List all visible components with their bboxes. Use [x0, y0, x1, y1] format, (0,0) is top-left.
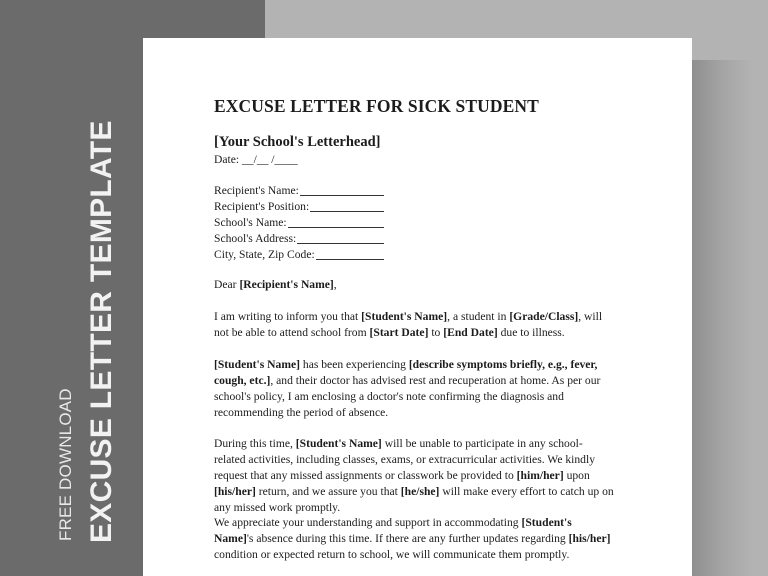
body-text: , and their doctor has advised rest and recuperation at home. As per our school's policy, I am enclosing a doctor's note confirming the diagnosis and recommending the period of absence.	[214, 374, 601, 419]
document-page	[143, 38, 692, 576]
field-recipient-name	[214, 183, 384, 199]
paper-shadow	[692, 60, 752, 576]
field-recipient-position	[214, 199, 384, 215]
body-text: to	[428, 326, 444, 339]
paragraph	[214, 436, 614, 516]
recipient-fields	[214, 183, 384, 263]
field-blank-line	[288, 227, 384, 228]
body-text: , a student in	[447, 310, 510, 323]
field-blank-line	[310, 211, 384, 212]
body-text: condition or expected return to school, we will communicate them promptly.	[214, 548, 570, 561]
field-label: School's Address:	[214, 232, 297, 245]
body-text: upon	[563, 469, 590, 482]
field-blank-line	[300, 195, 384, 196]
placeholder-text: [his/her]	[214, 485, 256, 498]
placeholder-text: [Student's Name]	[214, 358, 300, 371]
field-label: Recipient's Name:	[214, 184, 299, 197]
placeholder-text: [Grade/Class]	[509, 310, 579, 323]
placeholder-text: [End Date]	[443, 326, 498, 339]
field-label: School's Name:	[214, 216, 287, 229]
placeholder-text: [describe symptoms briefly, e.g., fever, cough, etc.]	[214, 358, 598, 387]
placeholder-text: [him/her]	[516, 469, 564, 482]
salutation-prefix: Dear	[214, 278, 240, 291]
letterhead-placeholder: [Your School's Letterhead]	[214, 134, 381, 150]
body-text: We appreciate your understanding and support in accommodating	[214, 516, 522, 529]
salutation-suffix: ,	[333, 278, 337, 291]
field-school-name	[214, 215, 384, 231]
banner-subtitle: FREE DOWNLOAD	[56, 388, 75, 541]
placeholder-text: [Start Date]	[369, 326, 429, 339]
field-blank-line	[297, 243, 384, 244]
body-text: , will not be able to attend school from	[214, 310, 603, 339]
document-title: EXCUSE LETTER FOR SICK STUDENT	[214, 96, 539, 116]
field-city-state-zip	[214, 247, 384, 263]
date-field: Date: __/__ /____	[214, 153, 298, 166]
side-banner	[0, 0, 140, 576]
body-text: will make every effort to catch up on any missed work promptly.	[214, 485, 614, 514]
field-label: Recipient's Position:	[214, 200, 310, 213]
salutation	[214, 277, 337, 293]
placeholder-text: [Student's Name]	[295, 437, 382, 450]
body-text: return, and we assure you that	[255, 485, 401, 498]
body-text: I am writing to inform you that	[214, 310, 362, 323]
placeholder-text: [his/her]	[568, 532, 611, 545]
paragraph	[214, 515, 614, 563]
banner-title: EXCUSE LETTER TEMPLATE	[85, 120, 118, 543]
salutation-name: [Recipient's Name]	[239, 278, 334, 291]
body-text: due to illness.	[497, 326, 565, 339]
field-school-address	[214, 231, 384, 247]
placeholder-text: [Student's Name]	[214, 516, 572, 545]
field-blank-line	[316, 259, 384, 260]
body-text: 's absence during this time. If there are any further updates regarding	[246, 532, 569, 545]
paragraph	[214, 357, 614, 421]
body-text: During this time,	[214, 437, 296, 450]
body-text: will be unable to participate in any school-related activities, including classes, exams, or extracurricular activities. We kindly request that any missed assignments or classwork be provided to	[214, 437, 595, 482]
placeholder-text: [he/she]	[400, 485, 440, 498]
paragraph	[214, 309, 614, 341]
body-text: has been experiencing	[300, 358, 409, 371]
placeholder-text: [Student's Name]	[361, 310, 448, 323]
field-label: City, State, Zip Code:	[214, 248, 315, 261]
